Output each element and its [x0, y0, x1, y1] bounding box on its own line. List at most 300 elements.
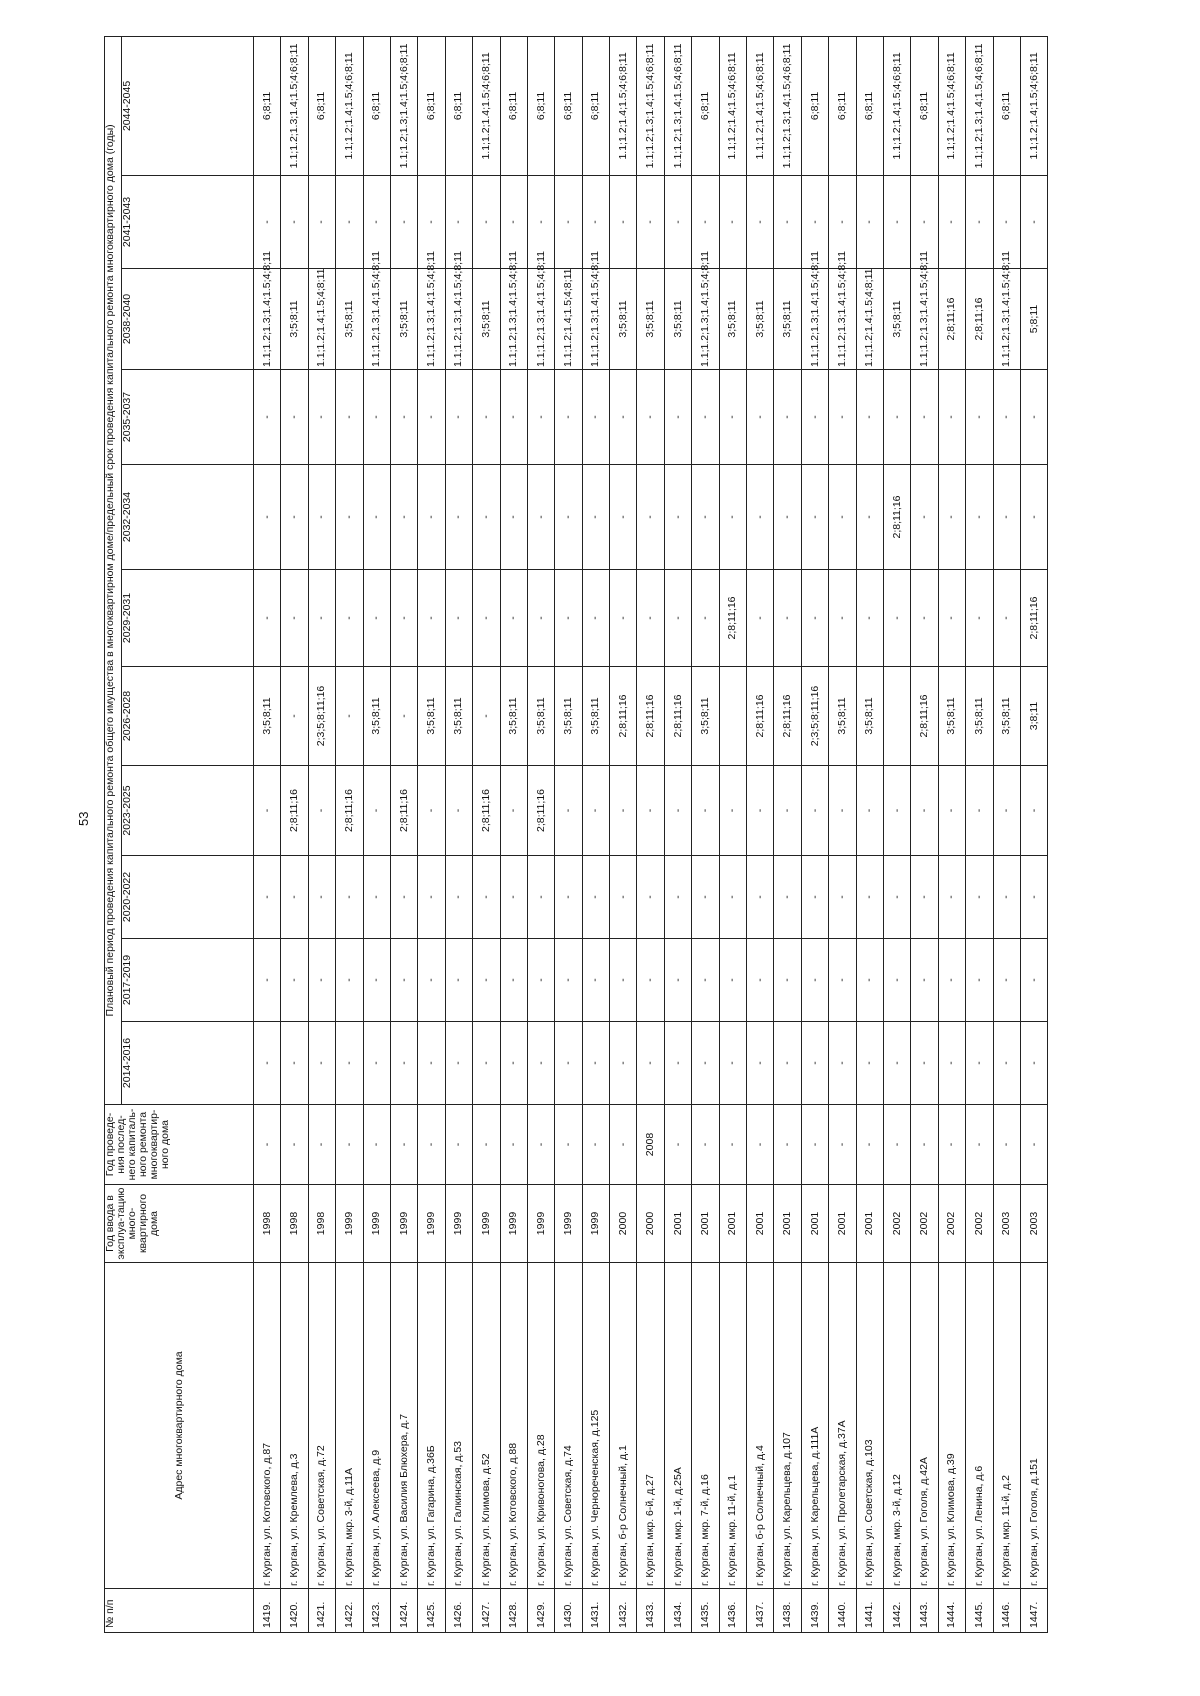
year-commissioned-cell: 1999 — [363, 1185, 390, 1263]
period-cell: 2;8;11;16 — [747, 667, 774, 766]
period-cell: 1.1;1.2;1.3;1.4;1.5;4;8;11 — [527, 269, 554, 370]
period-cell: 2;8;11;16 — [610, 667, 637, 766]
period-cell: - — [993, 370, 1020, 465]
year-last-repair-cell: - — [308, 1105, 335, 1185]
period-cell: - — [966, 856, 993, 939]
period-cell: 1.1;1.2;1.4;1.5;4;6;8;11 — [747, 36, 774, 175]
period-cell — [719, 667, 746, 766]
period-cell: 1.1;1.2;1.3;1.4;1.5;4;8;11 — [582, 269, 609, 370]
period-cell: 1.1;1.2;1.4;1.5;4;6;8;11 — [938, 36, 965, 175]
address-cell: г. Курган, б-р Солнечный, д.4 — [747, 1263, 774, 1589]
period-cell: - — [856, 465, 883, 570]
period-cell: - — [254, 370, 281, 465]
year-commissioned-cell: 2002 — [911, 1185, 938, 1263]
header-period: 2017-2019 — [122, 939, 254, 1022]
period-cell: - — [747, 370, 774, 465]
period-cell: 3;5;8;11 — [829, 667, 856, 766]
period-cell: 3;5;8;11 — [254, 667, 281, 766]
period-cell: - — [938, 465, 965, 570]
year-commissioned-cell: 2001 — [747, 1185, 774, 1263]
period-cell: 1.1;1.2;1.3;1.4;1.5;4;8;11 — [911, 269, 938, 370]
year-last-repair-cell: - — [254, 1105, 281, 1185]
table-row — [774, 36, 801, 1632]
period-cell: - — [390, 939, 417, 1022]
period-cell: - — [774, 939, 801, 1022]
period-cell: - — [473, 856, 500, 939]
table-row — [281, 36, 308, 1632]
period-cell: 3;5;8;11 — [610, 269, 637, 370]
period-cell: - — [801, 856, 828, 939]
period-cell: - — [445, 176, 472, 269]
table-row — [582, 36, 609, 1632]
row-number: 1440. — [829, 1589, 856, 1633]
period-cell: - — [829, 370, 856, 465]
year-last-repair-cell: 2008 — [637, 1105, 664, 1185]
period-cell: 1.1;1.2;1.4;1.5;4;8;11 — [856, 269, 883, 370]
table-row — [308, 36, 335, 1632]
period-cell — [883, 667, 910, 766]
period-cell: 3;5;8;11 — [993, 667, 1020, 766]
period-cell: - — [664, 370, 691, 465]
period-cell: - — [911, 176, 938, 269]
period-cell: - — [637, 939, 664, 1022]
period-cell: 6;8;11 — [801, 36, 828, 175]
table-row — [747, 36, 774, 1632]
year-last-repair-cell: - — [390, 1105, 417, 1185]
period-cell: - — [527, 939, 554, 1022]
year-commissioned-cell: 2002 — [966, 1185, 993, 1263]
year-last-repair-cell: - — [336, 1105, 363, 1185]
year-commissioned-cell: 2001 — [829, 1185, 856, 1263]
row-number: 1445. — [966, 1589, 993, 1633]
period-cell: - — [747, 856, 774, 939]
period-cell: - — [254, 766, 281, 856]
year-commissioned-cell: 1999 — [527, 1185, 554, 1263]
period-cell: 3;5;8;11 — [664, 269, 691, 370]
period-cell: - — [801, 1022, 828, 1105]
year-commissioned-cell: 1999 — [473, 1185, 500, 1263]
period-cell: 6;8;11 — [308, 36, 335, 175]
row-number: 1441. — [856, 1589, 883, 1633]
period-cell: - — [883, 939, 910, 1022]
row-number: 1424. — [390, 1589, 417, 1633]
period-cell: - — [966, 370, 993, 465]
year-last-repair-cell: - — [993, 1105, 1020, 1185]
period-cell: - — [555, 570, 582, 667]
address-cell: г. Курган, ул. Советская, д.74 — [555, 1263, 582, 1589]
period-cell: - — [500, 939, 527, 1022]
period-cell: - — [555, 939, 582, 1022]
header-year-commissioned: Год ввода в эксплуа-тацию много-квартирного дома — [105, 1185, 254, 1263]
period-cell: - — [363, 570, 390, 667]
address-cell: г. Курган, мкр. 11-й, д.1 — [719, 1263, 746, 1589]
period-cell: - — [993, 939, 1020, 1022]
period-cell: 6;8;11 — [993, 36, 1020, 175]
period-cell: 2;8;11;16 — [473, 766, 500, 856]
address-cell: г. Курган, ул. Гоголя, д.42А — [911, 1263, 938, 1589]
year-commissioned-cell: 2001 — [801, 1185, 828, 1263]
period-cell: - — [637, 570, 664, 667]
row-number: 1444. — [938, 1589, 965, 1633]
year-last-repair-cell: - — [829, 1105, 856, 1185]
period-cell: - — [829, 465, 856, 570]
period-cell: 2;8;11;16 — [1020, 570, 1047, 667]
period-cell: - — [1020, 176, 1047, 269]
period-cell: 3;5;8;11 — [445, 667, 472, 766]
period-cell: - — [719, 1022, 746, 1105]
period-cell: - — [555, 1022, 582, 1105]
period-cell: - — [308, 1022, 335, 1105]
period-cell: 1.1;1.2;1.3;1.4;1.5;4;6;8;11 — [281, 36, 308, 175]
table-row — [610, 36, 637, 1632]
address-cell: г. Курган, ул. Гагарина, д.36Б — [418, 1263, 445, 1589]
period-cell: - — [363, 176, 390, 269]
period-cell: - — [938, 1022, 965, 1105]
period-cell: 2;8;11;16 — [336, 766, 363, 856]
period-cell: - — [445, 370, 472, 465]
period-cell: - — [637, 465, 664, 570]
period-cell: - — [500, 766, 527, 856]
period-cell: 6;8;11 — [363, 36, 390, 175]
year-last-repair-cell: - — [719, 1105, 746, 1185]
period-cell: - — [774, 370, 801, 465]
period-cell: - — [281, 176, 308, 269]
period-cell: - — [281, 856, 308, 939]
period-cell: 2;8;11;16 — [883, 465, 910, 570]
period-cell: 1.1;1.2;1.4;1.5;4;6;8;11 — [336, 36, 363, 175]
period-cell: 2;8;11;16 — [938, 269, 965, 370]
period-cell: - — [966, 939, 993, 1022]
year-commissioned-cell: 1999 — [582, 1185, 609, 1263]
period-cell: 6;8;11 — [254, 36, 281, 175]
period-cell: - — [281, 465, 308, 570]
period-cell: - — [938, 176, 965, 269]
address-cell: г. Курган, ул. Гоголя, д.151 — [1020, 1263, 1047, 1589]
period-cell: - — [610, 856, 637, 939]
table-row — [883, 36, 910, 1632]
period-cell: - — [254, 570, 281, 667]
period-cell: - — [527, 570, 554, 667]
period-cell: - — [692, 570, 719, 667]
period-cell: - — [445, 766, 472, 856]
period-cell: - — [801, 465, 828, 570]
period-cell: 2;3;5;8;11;16 — [801, 667, 828, 766]
year-last-repair-cell: - — [911, 1105, 938, 1185]
period-cell: - — [308, 939, 335, 1022]
table-row — [664, 36, 691, 1632]
table-row — [390, 36, 417, 1632]
header-period: 2014-2016 — [122, 1022, 254, 1105]
period-cell: 1.1;1.2;1.3;1.4;1.5;4;6;8;11 — [774, 36, 801, 175]
year-last-repair-cell: - — [664, 1105, 691, 1185]
period-cell: - — [445, 856, 472, 939]
period-cell: - — [993, 1022, 1020, 1105]
row-number: 1438. — [774, 1589, 801, 1633]
year-last-repair-cell: - — [774, 1105, 801, 1185]
year-commissioned-cell: 2001 — [774, 1185, 801, 1263]
year-commissioned-cell: 1999 — [555, 1185, 582, 1263]
period-cell: - — [582, 856, 609, 939]
period-cell: 6;8;11 — [692, 36, 719, 175]
period-cell: - — [363, 939, 390, 1022]
table-row — [555, 36, 582, 1632]
period-cell: - — [692, 1022, 719, 1105]
year-commissioned-cell: 2000 — [637, 1185, 664, 1263]
period-cell: - — [500, 570, 527, 667]
period-cell: - — [555, 856, 582, 939]
period-cell: 2;3;5;8;11;16 — [308, 667, 335, 766]
address-cell: г. Курган, ул. Галкинская, д.53 — [445, 1263, 472, 1589]
period-cell: - — [527, 370, 554, 465]
year-last-repair-cell: - — [363, 1105, 390, 1185]
period-cell: 1.1;1.2;1.4;1.5;4;6;8;11 — [719, 36, 746, 175]
period-cell: - — [254, 1022, 281, 1105]
period-cell: - — [390, 667, 417, 766]
table-row — [966, 36, 993, 1632]
period-cell: 1.1;1.2;1.3;1.4;1.5;4;6;8;11 — [390, 36, 417, 175]
row-number: 1443. — [911, 1589, 938, 1633]
year-commissioned-cell: 1999 — [445, 1185, 472, 1263]
address-cell: г. Курган, б-р Солнечный, д.1 — [610, 1263, 637, 1589]
period-cell: - — [856, 370, 883, 465]
period-cell: - — [801, 570, 828, 667]
period-cell: 6;8;11 — [527, 36, 554, 175]
year-last-repair-cell: - — [555, 1105, 582, 1185]
period-cell: - — [582, 570, 609, 667]
row-number: 1433. — [637, 1589, 664, 1633]
header-period: 2038-2040 — [122, 269, 254, 370]
period-cell: - — [1020, 766, 1047, 856]
table-row — [473, 36, 500, 1632]
address-cell: г. Курган, мкр. 1-й, д.25А — [664, 1263, 691, 1589]
period-cell: 3;5;8;11 — [856, 667, 883, 766]
table-row — [336, 36, 363, 1632]
table-row — [254, 36, 281, 1632]
period-cell: - — [473, 176, 500, 269]
period-cell: - — [418, 1022, 445, 1105]
period-cell: 3;5;8;11 — [473, 269, 500, 370]
period-cell: - — [473, 570, 500, 667]
period-cell: 1.1;1.2;1.3;1.4;1.5;4;8;11 — [692, 269, 719, 370]
period-cell: - — [692, 939, 719, 1022]
period-cell: - — [336, 1022, 363, 1105]
period-cell: - — [774, 1022, 801, 1105]
period-cell: - — [692, 465, 719, 570]
period-cell: 1.1;1.2;1.4;1.5;4;8;11 — [555, 269, 582, 370]
period-cell: - — [883, 766, 910, 856]
period-cell: - — [582, 1022, 609, 1105]
period-cell: - — [418, 766, 445, 856]
period-cell: - — [747, 939, 774, 1022]
year-commissioned-cell: 1999 — [336, 1185, 363, 1263]
period-cell: 1.1;1.2;1.4;1.5;4;8;11 — [308, 269, 335, 370]
year-commissioned-cell: 1998 — [254, 1185, 281, 1263]
period-cell: - — [856, 939, 883, 1022]
period-cell: - — [856, 570, 883, 667]
year-commissioned-cell: 2001 — [692, 1185, 719, 1263]
period-cell: - — [829, 856, 856, 939]
table-row — [938, 36, 965, 1632]
period-cell: - — [911, 939, 938, 1022]
period-cell: - — [664, 176, 691, 269]
year-last-repair-cell: - — [418, 1105, 445, 1185]
header-year-last-repair: Год проведе-ния послед-него капиталь-ного ремонта многоквартир-ного дома — [105, 1105, 254, 1185]
table-row — [829, 36, 856, 1632]
period-cell: - — [527, 856, 554, 939]
period-cell: - — [555, 766, 582, 856]
address-cell: г. Курган, ул. Кремлева, д.3 — [281, 1263, 308, 1589]
period-cell: - — [883, 370, 910, 465]
period-cell: - — [281, 1022, 308, 1105]
period-cell: - — [966, 465, 993, 570]
period-cell: - — [938, 766, 965, 856]
period-cell: - — [336, 667, 363, 766]
address-cell: г. Курган, ул. Василия Блюхера, д.7 — [390, 1263, 417, 1589]
period-cell: - — [829, 176, 856, 269]
period-cell: - — [966, 1022, 993, 1105]
period-cell: - — [610, 1022, 637, 1105]
period-cell: 1.1;1.2;1.3;1.4;1.5;4;8;11 — [801, 269, 828, 370]
period-cell: - — [637, 856, 664, 939]
year-last-repair-cell: - — [582, 1105, 609, 1185]
period-cell: - — [637, 766, 664, 856]
period-cell: 2;8;11;16 — [664, 667, 691, 766]
period-cell: - — [966, 570, 993, 667]
period-cell: - — [390, 465, 417, 570]
row-number: 1426. — [445, 1589, 472, 1633]
period-cell: - — [664, 465, 691, 570]
period-cell: - — [938, 570, 965, 667]
period-cell: - — [610, 939, 637, 1022]
period-cell: 6;8;11 — [418, 36, 445, 175]
period-cell: - — [1020, 1022, 1047, 1105]
year-commissioned-cell: 2002 — [883, 1185, 910, 1263]
year-last-repair-cell: - — [500, 1105, 527, 1185]
address-cell: г. Курган, ул. Алексеева, д.9 — [363, 1263, 390, 1589]
repair-schedule-sheet — [104, 37, 1112, 1633]
period-cell: - — [473, 370, 500, 465]
year-last-repair-cell: - — [610, 1105, 637, 1185]
period-cell: - — [883, 1022, 910, 1105]
period-cell: 3;5;8;11 — [582, 667, 609, 766]
year-commissioned-cell: 1998 — [308, 1185, 335, 1263]
period-cell: 2;8;11;16 — [911, 667, 938, 766]
period-cell: 6;8;11 — [911, 36, 938, 175]
period-cell: - — [390, 570, 417, 667]
period-cell: - — [829, 570, 856, 667]
table-row — [719, 36, 746, 1632]
period-cell: - — [582, 370, 609, 465]
header-period: 2029-2031 — [122, 570, 254, 667]
table-row — [856, 36, 883, 1632]
table-row — [418, 36, 445, 1632]
period-cell: - — [774, 766, 801, 856]
period-cell: - — [390, 176, 417, 269]
period-cell: - — [363, 370, 390, 465]
period-cell: - — [801, 766, 828, 856]
period-cell: - — [719, 766, 746, 856]
period-cell: - — [473, 465, 500, 570]
period-cell: - — [308, 176, 335, 269]
period-cell: 3;5;8;11 — [637, 269, 664, 370]
period-cell: - — [719, 370, 746, 465]
period-cell: - — [582, 766, 609, 856]
period-cell: - — [747, 1022, 774, 1105]
address-cell: г. Курган, мкр. 11-й, д.2 — [993, 1263, 1020, 1589]
row-number: 1432. — [610, 1589, 637, 1633]
address-cell: г. Курган, ул. Пролетарская, д.37А — [829, 1263, 856, 1589]
period-cell: 1.1;1.2;1.3;1.4;1.5;4;8;11 — [418, 269, 445, 370]
header-period: 2032-2034 — [122, 465, 254, 570]
year-commissioned-cell: 1998 — [281, 1185, 308, 1263]
period-cell: - — [445, 570, 472, 667]
period-cell: 3;8;11 — [1020, 667, 1047, 766]
period-cell: - — [527, 176, 554, 269]
period-cell: 3;5;8;11 — [281, 269, 308, 370]
period-cell: - — [555, 465, 582, 570]
row-number: 1434. — [664, 1589, 691, 1633]
period-cell: - — [747, 176, 774, 269]
year-last-repair-cell: - — [473, 1105, 500, 1185]
period-cell: - — [883, 176, 910, 269]
row-number: 1427. — [473, 1589, 500, 1633]
table-row — [911, 36, 938, 1632]
period-cell: - — [281, 570, 308, 667]
row-number: 1429. — [527, 1589, 554, 1633]
period-cell: 2;8;11;16 — [527, 766, 554, 856]
period-cell: 3;5;8;11 — [500, 667, 527, 766]
period-cell: - — [254, 939, 281, 1022]
year-commissioned-cell: 2003 — [1020, 1185, 1047, 1263]
period-cell: - — [801, 939, 828, 1022]
row-number: 1447. — [1020, 1589, 1047, 1633]
year-last-repair-cell: - — [747, 1105, 774, 1185]
address-cell: г. Курган, ул. Котовского, д.88 — [500, 1263, 527, 1589]
page-number: 53 — [76, 811, 91, 826]
address-cell: г. Курган, ул. Кривоногова, д.28 — [527, 1263, 554, 1589]
year-commissioned-cell: 2003 — [993, 1185, 1020, 1263]
period-cell: - — [911, 465, 938, 570]
period-cell: - — [500, 465, 527, 570]
header-period: 2020-2022 — [122, 856, 254, 939]
row-number: 1419. — [254, 1589, 281, 1633]
period-cell: - — [993, 766, 1020, 856]
address-cell: г. Курган, ул. Климова, д.39 — [938, 1263, 965, 1589]
period-cell: - — [254, 465, 281, 570]
period-cell: 3;5;8;11 — [747, 269, 774, 370]
period-cell: - — [856, 856, 883, 939]
period-cell: 1.1;1.2;1.3;1.4;1.5;4;8;11 — [829, 269, 856, 370]
period-cell: - — [610, 465, 637, 570]
period-cell: 2;8;11;16 — [281, 766, 308, 856]
period-cell: - — [473, 1022, 500, 1105]
year-last-repair-cell: - — [445, 1105, 472, 1185]
header-period: 2044-2045 — [122, 36, 254, 175]
period-cell: - — [719, 856, 746, 939]
table-row — [1020, 36, 1047, 1632]
row-number: 1425. — [418, 1589, 445, 1633]
period-cell: 6;8;11 — [829, 36, 856, 175]
year-last-repair-cell: - — [692, 1105, 719, 1185]
year-last-repair-cell: - — [856, 1105, 883, 1185]
period-cell: - — [281, 667, 308, 766]
period-cell: - — [254, 856, 281, 939]
address-cell: г. Курган, мкр. 7-й, д.16 — [692, 1263, 719, 1589]
year-commissioned-cell: 2002 — [938, 1185, 965, 1263]
row-number: 1423. — [363, 1589, 390, 1633]
period-cell: - — [938, 856, 965, 939]
table-row — [363, 36, 390, 1632]
